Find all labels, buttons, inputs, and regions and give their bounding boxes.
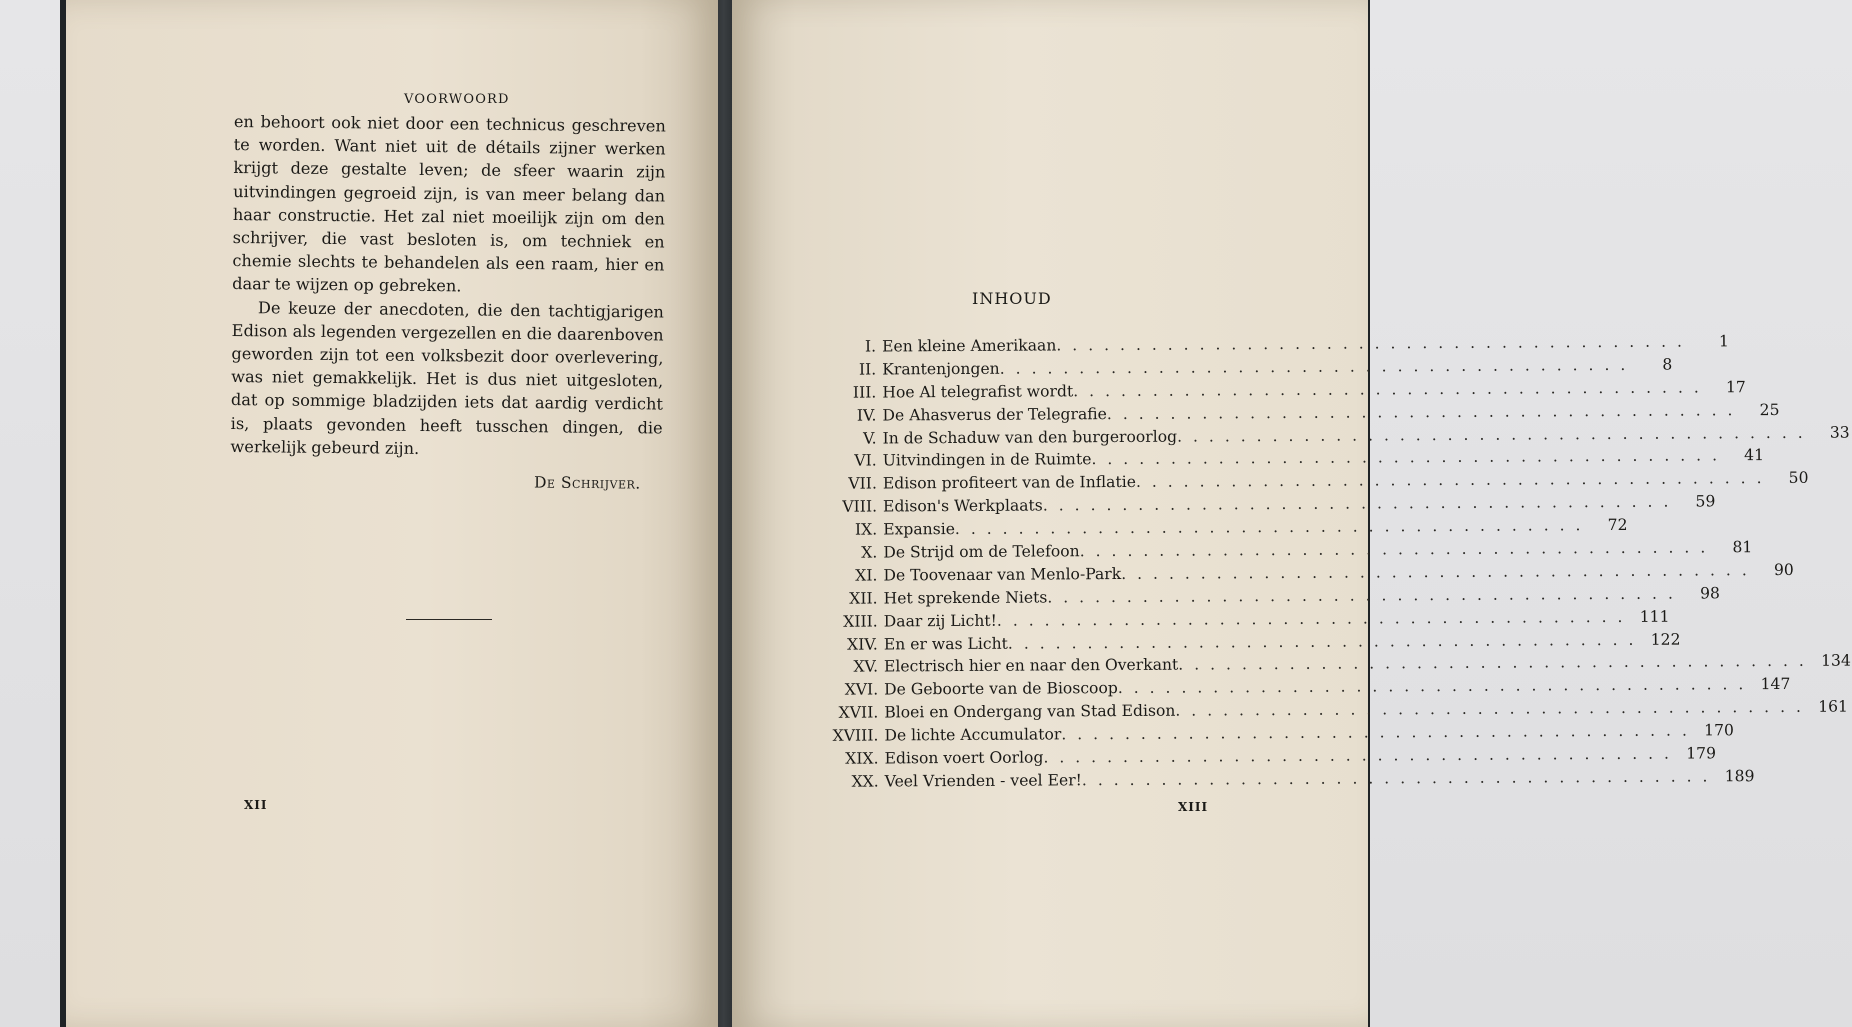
toc-entry-title: Expansie	[883, 520, 955, 539]
toc-entry	[792, 355, 1673, 384]
toc-entry-page: 98	[1700, 584, 1720, 603]
toc-entry-number: V.	[863, 429, 877, 448]
toc-entry-title: En er was Licht	[883, 634, 1008, 654]
toc-entry-page: 17	[1725, 377, 1746, 397]
toc-entry-number: II.	[858, 360, 877, 379]
toc-entry-title: Krantenjongen	[882, 359, 1000, 379]
toc-entry-page: 8	[1662, 355, 1673, 374]
toc-leader-dots: . . . . . . . . . . . . . . . . . . . . . . . . . . . . . . . . . . . . . . . .	[1061, 721, 1690, 744]
toc-entry-title: Bloei en Ondergang van Stad Edison	[884, 701, 1176, 722]
toc-entry	[793, 516, 1628, 544]
toc-entry-title: Het sprekende Niets	[883, 588, 1048, 608]
toc-entry-number: IX.	[854, 520, 878, 539]
toc-entry-title: Uitvindingen in de Ruimte	[882, 450, 1092, 470]
toc-leader-dots: . . . . . . . . . . . . . . . . . . . . . . . . . . . . . . . . . . . . . . . .	[1047, 584, 1676, 607]
toc-entry	[792, 400, 1780, 430]
toc-entry	[794, 721, 1734, 750]
toc-entry-title: Edison voert Oorlog	[884, 748, 1044, 768]
toc-leader-dots: . . . . . . . . . . . . . . . . . . . . . . . . . . . . . . . . . . . . . . . .	[1175, 698, 1805, 720]
toc-entry-number: XII.	[849, 589, 878, 608]
toc-leader-dots: . . . . . . . . . . . . . . . . . . . . . . . . . . . . . . . . . . . . . . . .	[999, 355, 1629, 378]
toc-entry-page: 179	[1686, 744, 1717, 763]
toc-leader-dots: . . . . . . . . . . . . . . . . . . . . . . . . . . . . . . . . . . . . . . . .	[1121, 561, 1750, 583]
toc-entry-title: De lichte Accumulator	[884, 725, 1062, 745]
toc-entry-number: XVII.	[838, 703, 879, 722]
toc-entry-number: IV.	[856, 406, 877, 425]
toc-entry-page: 122	[1650, 630, 1681, 649]
toc-entry-page: 41	[1744, 446, 1765, 465]
toc-title: INHOUD	[972, 289, 1052, 308]
toc-entry-page: 90	[1773, 560, 1794, 579]
toc-entry	[794, 584, 1720, 613]
toc-entry-title: Een kleine Amerikaan	[881, 336, 1057, 356]
toc-entry-number: X.	[861, 543, 878, 562]
page-number-left: XII	[244, 798, 268, 812]
toc-leader-dots: . . . . . . . . . . . . . . . . . . . . . . . . . . . . . . . . . . . . . . . .	[1056, 332, 1685, 355]
toc-entry-page: 161	[1818, 697, 1848, 716]
toc-entry	[792, 377, 1746, 407]
toc-entry-number: XIII.	[843, 612, 878, 631]
toc-entry	[792, 332, 1729, 361]
toc-entry-title: Edison profiteert van de Inflatie	[882, 473, 1136, 493]
page-number-right: XIII	[1178, 800, 1209, 814]
toc-entry-page: 81	[1732, 538, 1753, 557]
right-page	[732, 0, 1851, 1027]
toc-leader-dots: . . . . . . . . . . . . . . . . . . . . . . . . . . . . . . . . . . . . . . . .	[1177, 423, 1806, 446]
toc-entry	[793, 423, 1850, 453]
toc-entry-title: De Toovenaar van Menlo-Park	[883, 564, 1122, 585]
toc-leader-dots: . . . . . . . . . . . . . . . . . . . . . . . . . . . . . . . . . . . . . . . .	[1135, 469, 1765, 492]
toc-entry-number: XVI.	[844, 680, 879, 700]
toc-leader-dots: . . . . . . . . . . . . . . . . . . . . . . . . . . . . . . . . . . . . . . . .	[1079, 538, 1709, 561]
toc-leader-dots: . . . . . . . . . . . . . . . . . . . . . . . . . . . . . . . . . . . . . . . .	[1007, 630, 1637, 653]
toc-entry-page: 189	[1724, 767, 1755, 786]
toc-entry	[793, 492, 1716, 522]
toc-leader-dots: . . . . . . . . . . . . . . . . . . . . . . . . . . . . . . . . . . . . . . . .	[996, 607, 1626, 630]
toc-entry	[793, 446, 1765, 476]
toc-entry-title: Hoe Al telegrafist wordt	[882, 382, 1074, 402]
toc-entry	[794, 652, 1851, 682]
toc-entry-page: 25	[1759, 400, 1780, 419]
toc-entry	[795, 744, 1717, 773]
toc-entry-number: XI.	[855, 566, 878, 585]
toc-entry-title: De Strijd om de Telefoon	[883, 542, 1080, 562]
toc-entry-title: Veel Vrienden - veel Eer!	[884, 771, 1082, 791]
toc-entry-number: XV.	[853, 657, 879, 677]
toc-leader-dots: . . . . . . . . . . . . . . . . . . . . . . . . . . . . . . . . . . . . . . . .	[1091, 446, 1721, 469]
toc-entry-number: XX.	[851, 772, 879, 791]
toc-entry-number: I.	[864, 337, 877, 356]
toc-entry-page: 72	[1607, 516, 1628, 535]
preface-paragraph-1: en behoort ook niet door een technicus geschreven te worden. Want niet uit de détails zijner werken krijgt deze gestalte leven; de sfeer waarin zijn uitvindingen gegroeid zijn, is van meer belang dan haar constructie. Het zal niet moeilijk zijn om den schrijver, die vast besloten is, om techniek en chemie slechts te behandelen als een raam, hier en daar te wijzen op gebreken.	[232, 111, 666, 296]
toc-entry-page: 134	[1821, 652, 1851, 671]
preface-text	[230, 110, 666, 463]
toc-entry-page: 33	[1829, 423, 1850, 442]
toc-leader-dots: . . . . . . . . . . . . . . . . . . . . . . . . . . . . . . . . . . . . . . . .	[1106, 400, 1736, 423]
toc-entry-title: De Geboorte van de Bioscoop	[884, 679, 1118, 699]
table-of-contents	[792, 332, 1851, 796]
toc-entry	[795, 767, 1755, 796]
toc-entry-page: 147	[1760, 675, 1791, 694]
toc-entry	[794, 675, 1791, 705]
toc-entry-title: In de Schaduw van den burgeroorlog	[882, 427, 1178, 448]
toc-entry-number: XVIII.	[832, 726, 879, 745]
toc-entry	[793, 469, 1809, 499]
toc-entry-page: 170	[1704, 721, 1734, 740]
toc-entry	[794, 630, 1681, 659]
toc-leader-dots: . . . . . . . . . . . . . . . . . . . . . . . . . . . . . . . . . . . . . . . .	[1043, 744, 1673, 767]
toc-leader-dots: . . . . . . . . . . . . . . . . . . . . . . . . . . . . . . . . . . . . . . . .	[1042, 492, 1672, 515]
toc-entry-number: VIII.	[842, 497, 878, 516]
toc-entry-number: XIX.	[845, 749, 879, 768]
toc-entry-title: Edison's Werkplaats	[882, 496, 1043, 516]
toc-entry-number: VII.	[848, 474, 877, 494]
toc-leader-dots: . . . . . . . . . . . . . . . . . . . . . . . . . . . . . . . . . . . . . . . .	[1081, 767, 1711, 790]
divider-rule	[406, 619, 492, 620]
preface-paragraph-2: De keuze der anecdoten, die den tachtigjarigen Edison als legenden vergezellen en die daarenboven geworden zijn tot een volksbezit door overlevering, was niet gemakkelijk. Het is dus niet uitgesloten, dat op sommige bladzijden iets dat aardig verdicht is, plaats gevonden heeft tusschen dingen, die werkelijk gebeurd zijn.	[230, 297, 665, 458]
author-signature: De Schrijver.	[533, 473, 641, 493]
toc-entry	[794, 607, 1670, 636]
toc-entry-title: Electrisch hier en naar den Overkant	[883, 656, 1179, 676]
toc-leader-dots: . . . . . . . . . . . . . . . . . . . . . . . . . . . . . . . . . . . . . . . .	[1178, 652, 1807, 675]
toc-entry-number: III.	[852, 383, 877, 402]
toc-entry	[793, 538, 1753, 567]
toc-leader-dots: . . . . . . . . . . . . . . . . . . . . . . . . . . . . . . . . . . . . . . . .	[1117, 675, 1747, 698]
toc-entry	[794, 697, 1848, 728]
toc-entry-page: 1	[1718, 332, 1729, 351]
left-page: VOORWOORD en behoort ook niet door een technicus geschreven te worden. Want niet uit de détails zijner werken krijgt deze gestalte leven; de sfeer waarin zijn uitvindingen gegroeid zijn, is van meer belang dan haar constructie. Het zal niet moeilijk zijn om den schrijver, die vast besloten is, om techniek en chemie slechts te behandelen als een raam, hier en daar te wijzen op gebreken. De keuze der anecdoten, die den tachtigjarigen Edison als legenden vergezellen en die daarenboven geworden zijn tot een volksbezit door overlevering, was niet gemakkelijk. Het is dus niet uitgesloten, dat op sommige bladzijden iets dat aardig verdicht is, plaats gevonden heeft tusschen dingen, die werkelijk gebeurd zijn. De Schrijver. XII	[66, 0, 718, 1027]
toc-entry-title: Daar zij Licht!	[883, 611, 997, 631]
toc-leader-dots: . . . . . . . . . . . . . . . . . . . . . . . . . . . . . . . . . . . . . . . .	[1073, 378, 1702, 401]
toc-leader-dots: . . . . . . . . . . . . . . . . . . . . . . . . . . . . . . . . . . . . . . . .	[954, 516, 1584, 539]
toc-entry-number: VI.	[854, 451, 877, 471]
toc-entry-number: XIV.	[847, 635, 878, 654]
toc-entry-title: De Ahasverus der Telegrafie	[882, 404, 1107, 425]
toc-entry-page: 59	[1695, 492, 1716, 511]
toc-entry-page: 111	[1639, 607, 1670, 626]
toc-entry	[793, 560, 1794, 590]
toc-entry-page: 50	[1788, 469, 1809, 488]
